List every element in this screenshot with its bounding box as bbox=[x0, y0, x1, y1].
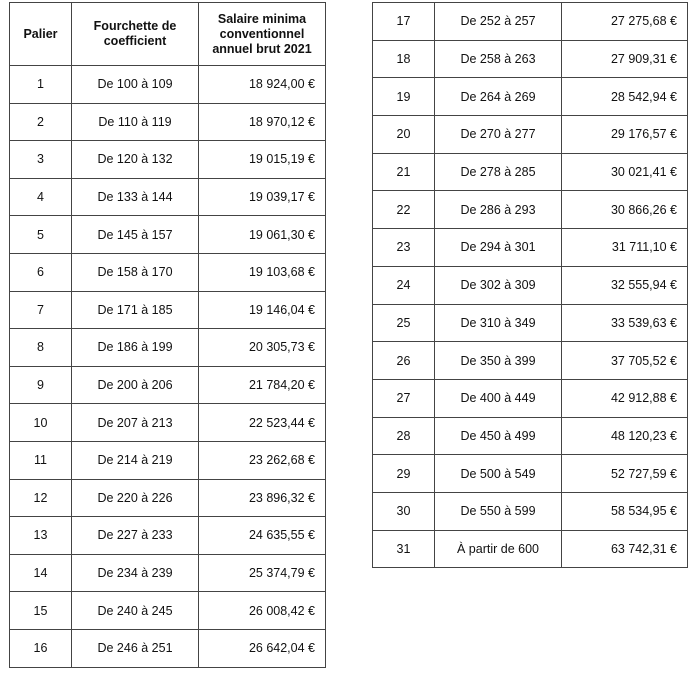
cell-coefficient-range: De 278 à 285 bbox=[435, 153, 562, 191]
header-salaire: Salaire minima conventionnel annuel brut 2021 bbox=[199, 3, 326, 66]
cell-coefficient-range: De 145 à 157 bbox=[72, 216, 199, 254]
cell-salary: 23 262,68 € bbox=[199, 441, 326, 479]
table-row bbox=[373, 266, 688, 304]
cell-salary: 18 924,00 € bbox=[199, 66, 326, 104]
cell-salary: 30 021,41 € bbox=[562, 153, 688, 191]
cell-coefficient-range: À partir de 600 bbox=[435, 530, 562, 568]
cell-salary: 63 742,31 € bbox=[562, 530, 688, 568]
cell-coefficient-range: De 171 à 185 bbox=[72, 291, 199, 329]
table-row bbox=[10, 141, 326, 179]
cell-coefficient-range: De 286 à 293 bbox=[435, 191, 562, 229]
table-row bbox=[10, 404, 326, 442]
cell-palier: 22 bbox=[373, 191, 435, 229]
cell-salary: 25 374,79 € bbox=[199, 554, 326, 592]
cell-palier: 6 bbox=[10, 253, 72, 291]
cell-salary: 31 711,10 € bbox=[562, 229, 688, 267]
table-row bbox=[10, 66, 326, 104]
cell-coefficient-range: De 240 à 245 bbox=[72, 592, 199, 630]
cell-salary: 52 727,59 € bbox=[562, 455, 688, 493]
cell-salary: 26 642,04 € bbox=[199, 629, 326, 667]
cell-salary: 30 866,26 € bbox=[562, 191, 688, 229]
table-row bbox=[373, 492, 688, 530]
cell-palier: 17 bbox=[373, 3, 435, 41]
cell-salary: 33 539,63 € bbox=[562, 304, 688, 342]
cell-salary: 29 176,57 € bbox=[562, 116, 688, 154]
cell-palier: 15 bbox=[10, 592, 72, 630]
table-body-left bbox=[10, 66, 326, 668]
table-row bbox=[10, 366, 326, 404]
cell-palier: 10 bbox=[10, 404, 72, 442]
cell-coefficient-range: De 246 à 251 bbox=[72, 629, 199, 667]
cell-coefficient-range: De 120 à 132 bbox=[72, 141, 199, 179]
cell-coefficient-range: De 500 à 549 bbox=[435, 455, 562, 493]
table-row bbox=[373, 417, 688, 455]
cell-salary: 42 912,88 € bbox=[562, 379, 688, 417]
cell-coefficient-range: De 214 à 219 bbox=[72, 441, 199, 479]
table-row bbox=[373, 455, 688, 493]
cell-coefficient-range: De 270 à 277 bbox=[435, 116, 562, 154]
cell-palier: 18 bbox=[373, 40, 435, 78]
table-row bbox=[10, 554, 326, 592]
cell-palier: 27 bbox=[373, 379, 435, 417]
table-row bbox=[373, 379, 688, 417]
salary-table-right bbox=[372, 2, 688, 568]
table-row bbox=[10, 329, 326, 367]
cell-salary: 23 896,32 € bbox=[199, 479, 326, 517]
table-row bbox=[373, 342, 688, 380]
cell-palier: 9 bbox=[10, 366, 72, 404]
table-row bbox=[10, 178, 326, 216]
cell-coefficient-range: De 220 à 226 bbox=[72, 479, 199, 517]
table-row bbox=[10, 479, 326, 517]
cell-salary: 19 061,30 € bbox=[199, 216, 326, 254]
table-row bbox=[10, 629, 326, 667]
cell-salary: 22 523,44 € bbox=[199, 404, 326, 442]
cell-coefficient-range: De 133 à 144 bbox=[72, 178, 199, 216]
cell-palier: 28 bbox=[373, 417, 435, 455]
cell-palier: 2 bbox=[10, 103, 72, 141]
table-row bbox=[10, 441, 326, 479]
cell-palier: 4 bbox=[10, 178, 72, 216]
cell-palier: 20 bbox=[373, 116, 435, 154]
cell-coefficient-range: De 186 à 199 bbox=[72, 329, 199, 367]
header-fourchette: Fourchette de coefficient bbox=[72, 3, 199, 66]
cell-coefficient-range: De 227 à 233 bbox=[72, 517, 199, 555]
table-header-row bbox=[10, 3, 326, 66]
header-palier: Palier bbox=[10, 3, 72, 66]
cell-salary: 58 534,95 € bbox=[562, 492, 688, 530]
cell-salary: 27 275,68 € bbox=[562, 3, 688, 41]
table-row bbox=[373, 530, 688, 568]
cell-salary: 21 784,20 € bbox=[199, 366, 326, 404]
cell-salary: 32 555,94 € bbox=[562, 266, 688, 304]
table-row bbox=[373, 3, 688, 41]
table-row bbox=[10, 592, 326, 630]
cell-salary: 19 146,04 € bbox=[199, 291, 326, 329]
table-row bbox=[373, 40, 688, 78]
cell-palier: 19 bbox=[373, 78, 435, 116]
cell-coefficient-range: De 100 à 109 bbox=[72, 66, 199, 104]
table-row bbox=[10, 517, 326, 555]
cell-salary: 20 305,73 € bbox=[199, 329, 326, 367]
table-row bbox=[373, 229, 688, 267]
cell-coefficient-range: De 258 à 263 bbox=[435, 40, 562, 78]
cell-coefficient-range: De 264 à 269 bbox=[435, 78, 562, 116]
cell-salary: 37 705,52 € bbox=[562, 342, 688, 380]
cell-salary: 48 120,23 € bbox=[562, 417, 688, 455]
cell-coefficient-range: De 450 à 499 bbox=[435, 417, 562, 455]
table-row bbox=[10, 291, 326, 329]
cell-palier: 16 bbox=[10, 629, 72, 667]
table-row bbox=[10, 216, 326, 254]
cell-palier: 29 bbox=[373, 455, 435, 493]
cell-palier: 5 bbox=[10, 216, 72, 254]
cell-coefficient-range: De 350 à 399 bbox=[435, 342, 562, 380]
cell-palier: 31 bbox=[373, 530, 435, 568]
cell-salary: 27 909,31 € bbox=[562, 40, 688, 78]
cell-palier: 24 bbox=[373, 266, 435, 304]
cell-coefficient-range: De 234 à 239 bbox=[72, 554, 199, 592]
cell-salary: 18 970,12 € bbox=[199, 103, 326, 141]
table-row bbox=[373, 153, 688, 191]
cell-palier: 26 bbox=[373, 342, 435, 380]
cell-coefficient-range: De 294 à 301 bbox=[435, 229, 562, 267]
cell-coefficient-range: De 207 à 213 bbox=[72, 404, 199, 442]
cell-coefficient-range: De 550 à 599 bbox=[435, 492, 562, 530]
cell-palier: 7 bbox=[10, 291, 72, 329]
cell-salary: 24 635,55 € bbox=[199, 517, 326, 555]
cell-palier: 8 bbox=[10, 329, 72, 367]
cell-coefficient-range: De 200 à 206 bbox=[72, 366, 199, 404]
cell-salary: 26 008,42 € bbox=[199, 592, 326, 630]
cell-palier: 1 bbox=[10, 66, 72, 104]
table-body-right bbox=[373, 3, 688, 568]
cell-palier: 30 bbox=[373, 492, 435, 530]
table-row bbox=[373, 78, 688, 116]
cell-palier: 3 bbox=[10, 141, 72, 179]
table-row bbox=[10, 253, 326, 291]
cell-palier: 23 bbox=[373, 229, 435, 267]
cell-palier: 25 bbox=[373, 304, 435, 342]
cell-coefficient-range: De 110 à 119 bbox=[72, 103, 199, 141]
cell-salary: 19 015,19 € bbox=[199, 141, 326, 179]
cell-coefficient-range: De 252 à 257 bbox=[435, 3, 562, 41]
cell-salary: 19 103,68 € bbox=[199, 253, 326, 291]
table-row bbox=[373, 191, 688, 229]
cell-palier: 12 bbox=[10, 479, 72, 517]
cell-palier: 11 bbox=[10, 441, 72, 479]
cell-salary: 28 542,94 € bbox=[562, 78, 688, 116]
salary-table-left bbox=[9, 2, 326, 668]
cell-palier: 21 bbox=[373, 153, 435, 191]
cell-coefficient-range: De 158 à 170 bbox=[72, 253, 199, 291]
cell-coefficient-range: De 302 à 309 bbox=[435, 266, 562, 304]
cell-palier: 13 bbox=[10, 517, 72, 555]
cell-palier: 14 bbox=[10, 554, 72, 592]
table-row bbox=[373, 304, 688, 342]
cell-salary: 19 039,17 € bbox=[199, 178, 326, 216]
table-row bbox=[373, 116, 688, 154]
table-row bbox=[10, 103, 326, 141]
cell-coefficient-range: De 310 à 349 bbox=[435, 304, 562, 342]
cell-coefficient-range: De 400 à 449 bbox=[435, 379, 562, 417]
